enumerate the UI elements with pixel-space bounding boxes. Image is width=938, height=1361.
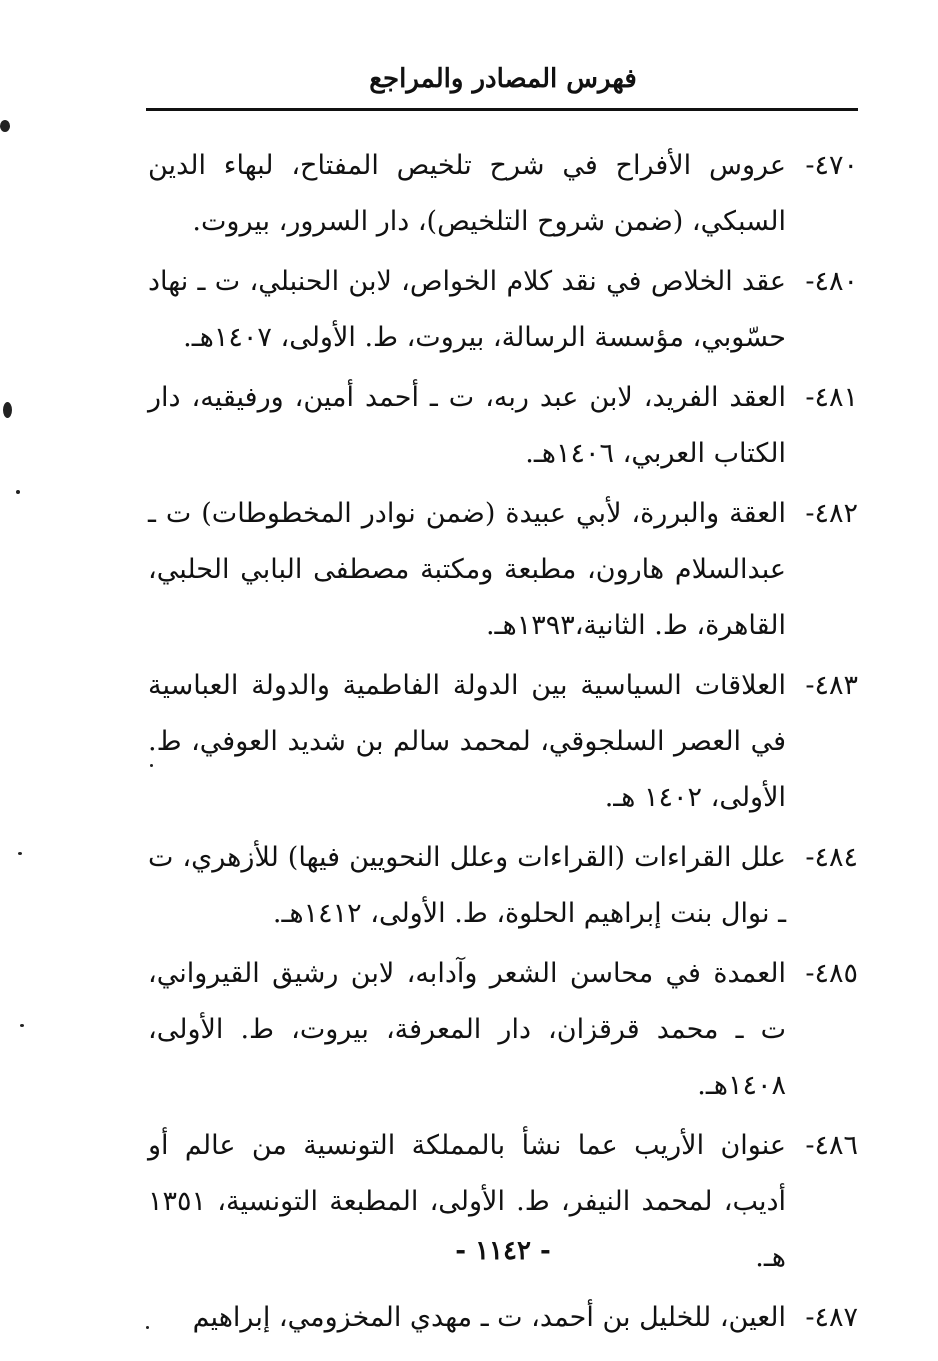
bibliography-entry: [148, 658, 858, 826]
entry-number: ٤٨٣-: [805, 670, 858, 701]
bibliography-entry: [148, 486, 858, 654]
entry-text: العين، للخليل بن أحمد، ت ـ مهدي المخزومي، إبراهيم: [192, 1302, 786, 1333]
scan-speck: [20, 1024, 24, 1027]
entry-text: عنوان الأريب عما نشأ بالمملكة التونسية من عالم أو أديب، لمحمد النيفر، ط. الأولى، المطبعة التونسية، ١٣٥١ هـ.: [148, 1130, 786, 1273]
bibliography-entry: [148, 830, 858, 942]
bibliography-list: [148, 138, 858, 1350]
header-rule: [146, 108, 858, 111]
scan-speck: [0, 120, 10, 132]
bibliography-entry: [148, 254, 858, 366]
entry-text: علل القراءات (القراءات وعلل النحويين فيها) للأزهري، ت ـ نوال بنت إبراهيم الحلوة، ط. الأولى، ١٤١٢هـ.: [148, 842, 786, 929]
entry-text: العقة والبررة، لأبي عبيدة (ضمن نوادر المخطوطات) ت ـ عبدالسلام هارون، مطبعة ومكتبة مصطفى البابي الحلبي، القاهرة، ط. الثانية،١٣٩٣هـ.: [148, 498, 786, 641]
entry-number: ٤٨٧-: [805, 1302, 858, 1333]
entry-number: ٤٨٤-: [805, 842, 858, 873]
page-number: - ١١٤٢ -: [455, 1236, 551, 1266]
scan-speck: [16, 490, 20, 494]
running-header-title: فهرس المصادر والمراجع: [369, 64, 637, 94]
entry-number: ٤٨١-: [805, 382, 858, 413]
entry-number: ٤٨٢-: [805, 498, 858, 529]
entry-number: ٤٨٦-: [805, 1130, 858, 1161]
bibliography-entry: [148, 946, 858, 1114]
bibliography-entry: [148, 370, 858, 482]
scan-speck: [150, 764, 153, 767]
entry-number: ٤٨٥-: [805, 958, 858, 989]
entry-text: عقد الخلاص في نقد كلام الخواص، لابن الحنبلي، ت ـ نهاد حسّوبي، مؤسسة الرسالة، بيروت، ط. الأولى، ١٤٠٧هـ.: [148, 266, 786, 353]
entry-text: العمدة في محاسن الشعر وآدابه، لابن رشيق القيرواني، ت ـ محمد قرقزان، دار المعرفة، بيروت، ط. الأولى، ١٤٠٨هـ.: [148, 958, 786, 1101]
entry-text: العلاقات السياسية بين الدولة الفاطمية والدولة العباسية في العصر السلجوقي، لمحمد سالم بن شديد العوفي، ط. الأولى، ١٤٠٢ هـ.: [148, 670, 786, 813]
bibliography-entry: [148, 1290, 858, 1346]
entry-number: ٤٧٠-: [805, 150, 858, 181]
scan-speck: [18, 852, 22, 855]
bibliography-entry: [148, 138, 858, 250]
entry-number: ٤٨٠-: [805, 266, 858, 297]
scan-speck: [3, 402, 12, 418]
entry-text: العقد الفريد، لابن عبد ربه، ت ـ أحمد أمين، ورفيقيه، دار الكتاب العربي، ١٤٠٦هـ.: [148, 382, 786, 469]
scan-speck: [146, 1326, 149, 1329]
entry-text: عروس الأفراح في شرح تلخيص المفتاح، لبهاء الدين السبكي، (ضمن شروح التلخيص)، دار السرور، بيروت.: [148, 150, 786, 237]
